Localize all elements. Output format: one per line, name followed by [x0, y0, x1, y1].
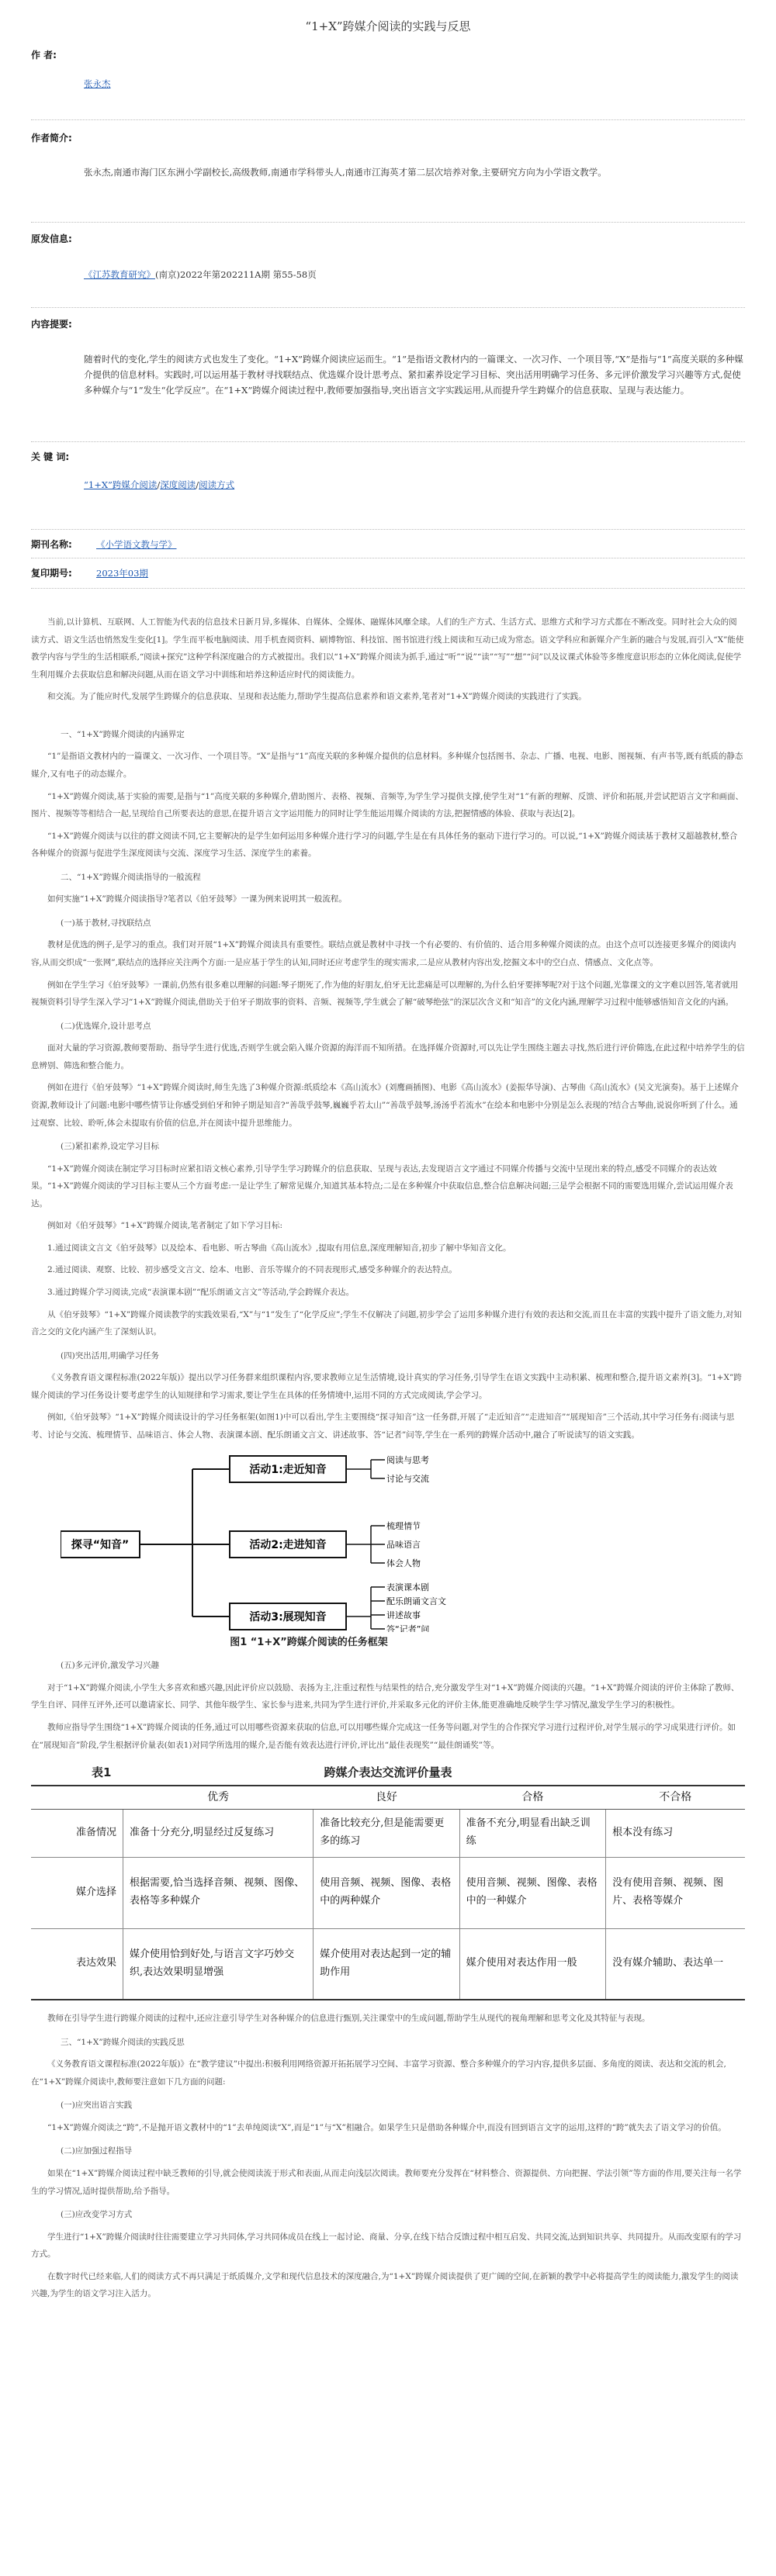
figure-diagram [61, 1454, 557, 1632]
table-cell: 没有使用音频、视频、图片、表格等媒介 [606, 1857, 745, 1928]
paragraph: 从《伯牙鼓琴》“1+X”跨媒介阅读教学的实践效果看,“X”与“1”发生了“化学反应”;学生不仅解决了问题,初步学会了运用多种媒介进行有效的表达和交流,而且在丰富的实践中提升了语文能力,对知音之交的文化内涵产生了深刻认识。 [31, 1309, 742, 1337]
reprint-label: 复印期号: [31, 568, 72, 579]
paragraph: “1+X”跨媒介阅读在制定学习目标时应紧扣语文核心素养,引导学生学习跨媒介的信息获取、呈现与表达,去发现语言文字通过不同媒介传播与交流中呈现出来的特点,感受不同媒介的表达效果。“1+X”跨媒介阅读的学习目标主要从三个方面考虑:一是让学生了解常见媒介,知道其基本特点;二是在多种媒介中获取信息,整合信息解决问题;三是学会根据不同的需要选用媒介,尝试运用媒介表达。 [31, 1164, 733, 1208]
row-label: 准备情况 [31, 1809, 123, 1857]
figure-activity-label: 活动1:走近知音 [249, 1463, 327, 1476]
source-journal-link[interactable]: 《江苏教育研究》 [84, 269, 155, 280]
keywords-label: 关 键 词: [31, 451, 70, 462]
journal-block [31, 530, 745, 558]
paragraph: 例如对《伯牙鼓琴》“1+X”跨媒介阅读,笔者制定了如下学习目标: [47, 1221, 283, 1231]
journal-label: 期刊名称: [31, 539, 72, 550]
table-cell: 媒介使用对表达起到一定的辅助作用 [314, 1928, 459, 2000]
paragraph: 教师在引导学生进行跨媒介阅读的过程中,还应注意引导学生对各种媒介的信息进行甄别,关注课堂中的生成问题,帮助学生从现代的视角理解和思考文化及其特征与表现。 [47, 2014, 650, 2024]
paragraph: “1+X”跨媒介阅读与以往的群文阅读不同,它主要解决的是学生如何运用多种媒介进行学习的问题,学生是在有具体任务的驱动下进行学习的。可以说,“1+X”跨媒介阅读基于教材又超越教材,整合各种媒介的资源与促进学生深度阅读与交流、深度学习生活、深度学生的素養。 [31, 831, 738, 859]
section-heading: 二、“1+X”跨媒介阅读指导的一般流程 [61, 872, 201, 882]
article-body [31, 589, 745, 1444]
journal-link[interactable]: 《小学语文教与学》 [96, 539, 177, 550]
figure-activity-label: 活动2:走进知音 [249, 1538, 327, 1551]
figure-task: 梳理情节 [386, 1520, 421, 1531]
source-details: (南京)2022年第202211A期 第55-58页 [155, 269, 317, 280]
subsection-heading: (二)优选媒介,设计思考点 [61, 1021, 151, 1031]
paragraph: 如何实施“1+X”跨媒介阅读指导?笔者以《伯牙鼓琴》一课为例来说明其一般流程。 [47, 894, 347, 904]
table-cell: 使用音频、视频、图像、表格中的一种媒介 [459, 1857, 605, 1928]
table-header-row [31, 1786, 745, 1809]
paragraph: 学生进行“1+X”跨媒介阅读时往往需要建立学习共同体,学习共同体成员在线上一起讨论、商量、分享,在线下结合反馈过程中相互启发、共同交流,达到知识共享、共同提升。从而改变原有的学习方式。 [31, 2232, 742, 2260]
section-heading: 三、“1+X”跨媒介阅读的实践反思 [61, 2037, 185, 2047]
table-cell: 媒介使用恰到好处,与语言文字巧妙交织,表达效果明显增强 [123, 1928, 314, 2000]
paragraph: 如果在“1+X”跨媒介阅读过程中缺乏教师的引导,就会使阅读流于形式和表面,从而走向浅层次阅读。教师要充分发挥在“材料整合、资源提供、方向把握、学法引领”等方面的作用,要关注每一名学生的学习情况,适时提供帮助,给予指导。 [31, 2169, 742, 2196]
table-cell: 媒介使用对表达作用一般 [459, 1928, 605, 2000]
table-number: 表1 [92, 1765, 112, 1780]
paragraph: 《义务教育语文课程标准(2022年版)》提出以学习任务群来组织课程内容,要求教师立足生活情境,设计真实的学习任务,引导学生在语文实践中主动积累、梳理和整合,提升语文素养[3]。“1+X”跨媒介阅读的学习任务设计要考虑学生的认知规律和学习需求,要让学生在具体的任务情境中,运用不同的方式完成阅读,学会学习。 [31, 1373, 742, 1400]
subsection-heading: (五)多元评价,激发学习兴趣 [61, 1661, 160, 1671]
author-link[interactable]: 张永杰 [84, 78, 111, 89]
figure-connector [346, 1526, 385, 1563]
evaluation-table [31, 1785, 745, 2000]
paragraph: “1”是指语文教材内的一篇课文、一次习作、一个项目等。“X”是指与“1”高度关联的多种媒介提供的信息材料。多种媒介包括图书、杂志、广播、电视、电影、图视频、有声书等,既有纸质的静态媒介,又有电子的动态媒介。 [31, 752, 743, 779]
figure-task: 答“记者”问 [386, 1623, 430, 1632]
table-header: 不合格 [606, 1786, 745, 1809]
reprint-block [31, 558, 745, 588]
subsection-heading: (三)应改变学习方式 [61, 2210, 133, 2220]
task-framework-figure [61, 1454, 557, 1632]
author-label: 作 者: [31, 50, 57, 61]
paragraph: 例如,《伯牙鼓琴》“1+X”跨媒介阅读设计的学习任务框架(如图1)中可以看出,学生主要围绕“探寻知音”这一任务群,开展了“走近知音”“走进知音”“展现知音”三个活动,其中学习任务有:阅读与思考、讨论与交流、梳理情节、品味语言、体会人物、表演课本剧、配乐朗诵文言文、讲述故事、答“记者”问等,学生在一系列的跨媒介活动中,融合了听说读写的语文实践。 [31, 1412, 735, 1440]
subsection-heading: (二)应加强过程指导 [61, 2146, 133, 2156]
figure-activity-label: 活动3:展现知音 [249, 1610, 327, 1623]
author-block [31, 40, 745, 119]
paragraph: 和交流。为了能应时代,发展学生跨媒介的信息获取、呈现和表达能力,帮助学生提高信息素养和语文素养,笔者对“1+X”跨媒介阅读的实践进行了实践。 [47, 692, 587, 702]
row-label: 媒介选择 [31, 1857, 123, 1928]
source-block [31, 223, 745, 307]
subsection-heading: (一)基于教材,寻找联结点 [61, 918, 151, 928]
figure-task: 配乐朗诵文言文 [386, 1596, 446, 1606]
table-cell: 准备十分充分,明显经过反复练习 [123, 1809, 314, 1857]
table-cell: 没有媒介辅助、表达单一 [606, 1928, 745, 2000]
keyword-link[interactable]: “1+X”跨媒介阅读 [84, 479, 158, 490]
figure-connector [140, 1469, 230, 1616]
figure-connector [346, 1460, 385, 1478]
figure-task: 讲述故事 [386, 1610, 421, 1620]
paragraph: 对于“1+X”跨媒介阅读,小学生大多喜欢和感兴趣,因此评价应以鼓励、表扬为主,注重过程性与结果性的结合,充分激发学生对“1+X”跨媒介阅读的兴趣。“1+X”跨媒介阅读的评价主体除了教师、学生自评、同伴互评外,还可以邀请家长、同学、其他年级学生、家长参与进来,共同为学生进行评价,并采取多元化的评价主体,能更准确地反映学生学习情况,激发学生学习的积极性。 [31, 1682, 740, 1710]
abstract-block [31, 308, 745, 441]
table-cell: 根据需要,恰当选择音频、视频、图像、表格等多种媒介 [123, 1857, 314, 1928]
article-title: “1+X”跨媒介阅读的实践与反思 [305, 19, 471, 33]
row-label: 表达效果 [31, 1928, 123, 2000]
table-row [31, 1857, 745, 1928]
table-cell: 准备比较充分,但是能需要更多的练习 [314, 1809, 459, 1857]
table-name: 跨媒介表达交流评价量表 [324, 1765, 452, 1780]
paragraph: 当前,以计算机、互联网、人工智能为代表的信息技术日新月异,多媒体、自媒体、全媒体、融媒体风靡全球。人们的生产方式、生活方式、思维方式和学习方式都在不断改变。同时社会大众的阅读方式、语文生活也悄然发生变化[1]。学生而平板电脑阅读、用手机查阅资料、刷博物馆、科技馆、图书馆进行线上阅读和互动已成为常态。语文学科应和新媒介产生新的融合与发展,而引入“X”能使教学内容与学生的生活相联系,“阅读+探究”这种学科深度融合的方式被提出。我们以“1+X”跨媒介阅读为抓手,通过“听”“说”“读”“写”“想”“问”以及议课式体验等多维度意识形态的立体化阅读,促使学生利用媒介去获取信息和解决问题,从而在语文学习中训练和培养这种适应时代的阅读能力。 [31, 617, 744, 679]
paragraph: 教师应指导学生围绕“1+X”跨媒介阅读的任务,通过可以用哪些资源来获取的信息,可以用哪些媒介完成这一任务等问题,对学生的合作探究学习进行过程评价,对学生展示的学习成果进行评价。如在“展现知音”阶段,学生根据评价量表(如表1)对同学所选用的媒介,是否能有效表达进行评价,评比出“最佳表现奖”“最佳朗诵奖”等。 [31, 1722, 736, 1750]
keywords-block: 关 键 词: “1+X”跨媒介阅读/深度阅读/阅读方式 [31, 451, 235, 490]
abstract-text: 随着时代的变化,学生的阅读方式也发生了变化。“1+X”跨媒介阅读应运而生。“1”是指语文教材内的一篇课文、一次习作、一个项目等,“X”是指与“1”高度关联的多种媒介提供的信息材料。实践时,可以运用基于教材寻找联结点、优选媒介设计思考点、紧扣素养设定学习目标、突出活用明确学习任务、多元评价激发学习兴趣等方式,促使多种媒介与“1”发生“化学反应”。在“1+X”跨媒介阅读过程中,教师要加强指导,突出语言文字实践运用,从而提升学生跨媒介的信息获取、呈现与表达能力。 [84, 354, 743, 396]
figure-connector [346, 1587, 385, 1629]
bio-text: 张永杰,南通市海门区东洲小学副校长,高级教师,南通市学科带头人,南通市江海英才第二层次培养对象,主要研究方向为小学语文教学。 [84, 167, 607, 178]
bio-label: 作者简介: [31, 133, 72, 143]
reprint-link[interactable]: 2023年03期 [96, 568, 148, 579]
abstract-label: 内容提要: [31, 319, 72, 330]
table-header: 良好 [314, 1786, 459, 1809]
figure-task: 讨论与交流 [386, 1473, 429, 1484]
table-header: 优秀 [123, 1786, 314, 1809]
table-cell: 准备不充分,明显看出缺乏训练 [459, 1809, 605, 1857]
paragraph: “1+X”跨媒介阅读之“跨”,不是抛开语文教材中的“1”去单纯阅读“X”,而是“1”与“X”相融合。如果学生只是借助各种媒介中,而没有回到语言文字的运用,这样的“跨”就失去了语文学习的价值。 [47, 2122, 726, 2132]
paragraph: 教材是优选的例子,是学习的重点。我们对开展“1+X”跨媒介阅读具有重要性。联结点就是教材中寻找一个有必要的、有价值的、适合用多种媒介阅读的点。由这个点可以连接更多媒介的阅读内容,从而交织成“一张网”,联结点的选择应关注两个方面:一是应基于学生的认知,同时还应考虑学生的现实需求,二是应从教材内容出发,挖掘文本中的空白点、情感点、文化点等。 [31, 940, 736, 967]
paragraph: “1+X”跨媒介阅读,基于实验的需要,是指与“1”高度关联的多种媒介,借助图片、表格、视频、音频等,为学生学习提供支撑,使学生对“1”有新的理解、反馈、评价和拓展,并尝试把语言文字和画面、图片、视频等等相结合一起,呈现给自己所要表达的意思,在提升语言文字运用能力的同时让学生能运用媒介阅读的方法,把握情感的体验、获取与表达[2]。 [31, 791, 744, 819]
keyword-link[interactable]: 阅读方式 [199, 479, 235, 490]
paragraph: 面对大量的学习资源,教师要帮助、指导学生进行优选,否则学生就会陷入媒介资源的海洋而不知所措。在选择媒介资源时,可以先让学生围绕主题去寻找,然后进行评价筛选,在此过程中培养学生的信息辨别、筛选和整合能力。 [31, 1043, 745, 1070]
paragraph: 2.通过阅读、观察、比较、初步感受文言文、绘本、电影、音乐等媒介的不同表现形式,感受多种媒介的表达特点。 [47, 1265, 457, 1275]
table-header [31, 1786, 123, 1809]
paragraph: 3.通过跨媒介学习阅读,完成“表演课本剧”“配乐朗诵文言文”等活动,学会跨媒介表达。 [47, 1288, 355, 1297]
figure-task: 体会人物 [386, 1558, 421, 1568]
figure-caption: 图1 “1+X”跨媒介阅读的任务框架 [230, 1636, 388, 1648]
table-row [31, 1928, 745, 2000]
paragraph: 例如在学生学习《伯牙鼓琴》一课前,仍然有很多难以理解的问题:琴子期死了,作为他的好朋友,伯牙无比悲痛是可以理解的,为什么伯牙要摔琴呢?对于这个问题,光靠课文的文字难以回答,笔者就用视频资料引导学生深入学习“1+X”跨媒介阅读,借助关于伯牙子期故事的资料、音频、视频等,学生就会了解“破琴绝弦”的深层次含义和“知音”的文化内涵,理解学习过程中能够感悟知音文化的内涵。 [31, 980, 739, 1008]
paragraph: 1.通过阅读文言文《伯牙鼓琴》以及绘本、看电影、听古琴曲《高山流水》,提取有用信息,深度理解知音,初步了解中华知音文化。 [47, 1243, 511, 1253]
table-cell: 使用音频、视频、图像、表格中的两种媒介 [314, 1857, 459, 1928]
source-label: 原发信息: [31, 233, 72, 244]
paragraph: 《义务教育语文课程标准(2022年版)》在“教学建议”中提出:积极利用网络资源开拓拓展学习空间、丰富学习资源、整合多种媒介的学习内容,提供多层面、多角度的阅读、表达和交流的机会,在“1+X”跨媒介阅读中,教师要注意如下几方面的问题: [31, 2059, 726, 2087]
table-header: 合格 [459, 1786, 605, 1809]
figure-task: 表演课本剧 [386, 1582, 429, 1592]
paragraph: 在数字时代已经来临,人们的阅读方式不再只满足于纸质媒介,文学和现代信息技术的深度融合,为“1+X”跨媒介阅读提供了更广阔的空间,在新颖的教学中必将提高学生的阅读能力,激发学生的阅读兴趣,为学生的语文学习注入活力。 [31, 2271, 739, 2299]
figure-center-label: 探寻“知音” [71, 1538, 130, 1551]
subsection-heading: (四)突出活用,明确学习任务 [61, 1350, 160, 1361]
section-heading: 一、“1+X”跨媒介阅读的内涵界定 [61, 729, 185, 739]
subsection-heading: (一)应突出语言实践 [61, 2101, 133, 2111]
table-title [31, 1758, 745, 1785]
bio-block [31, 120, 745, 222]
keyword-link[interactable]: 深度阅读 [160, 479, 196, 490]
article-body-end [31, 2010, 745, 2303]
table-row [31, 1809, 745, 1857]
figure-task: 阅读与思考 [386, 1454, 429, 1465]
subsection-heading: (三)紧扣素养,设定学习目标 [61, 1142, 160, 1152]
figure-task: 品味语言 [386, 1539, 421, 1550]
table-cell: 根本没有练习 [606, 1809, 745, 1857]
paragraph: 例如在进行《伯牙鼓琴》“1+X”跨媒介阅读时,师生先选了3种媒介资源:纸质绘本《高山流水》(刘鹰画插图)、电影《高山流水》(姜振华导演)、古琴曲《高山流水》(吴文光演奏)。基于上述媒介资源,教师设计了问题:电影中哪些情节让你感受到伯牙和钟子期是知音?“善哉乎鼓琴,巍巍乎若太山”“善哉乎鼓琴,汤汤乎若流水”在绘本和电影中分别是怎么表现的?结合古琴曲,说说你听到了什么。通过观察、比较、聆听,体会未提取有价值的信息,并在阅读中提升思维能力。 [31, 1083, 739, 1128]
article-body-continued [31, 1657, 745, 1754]
